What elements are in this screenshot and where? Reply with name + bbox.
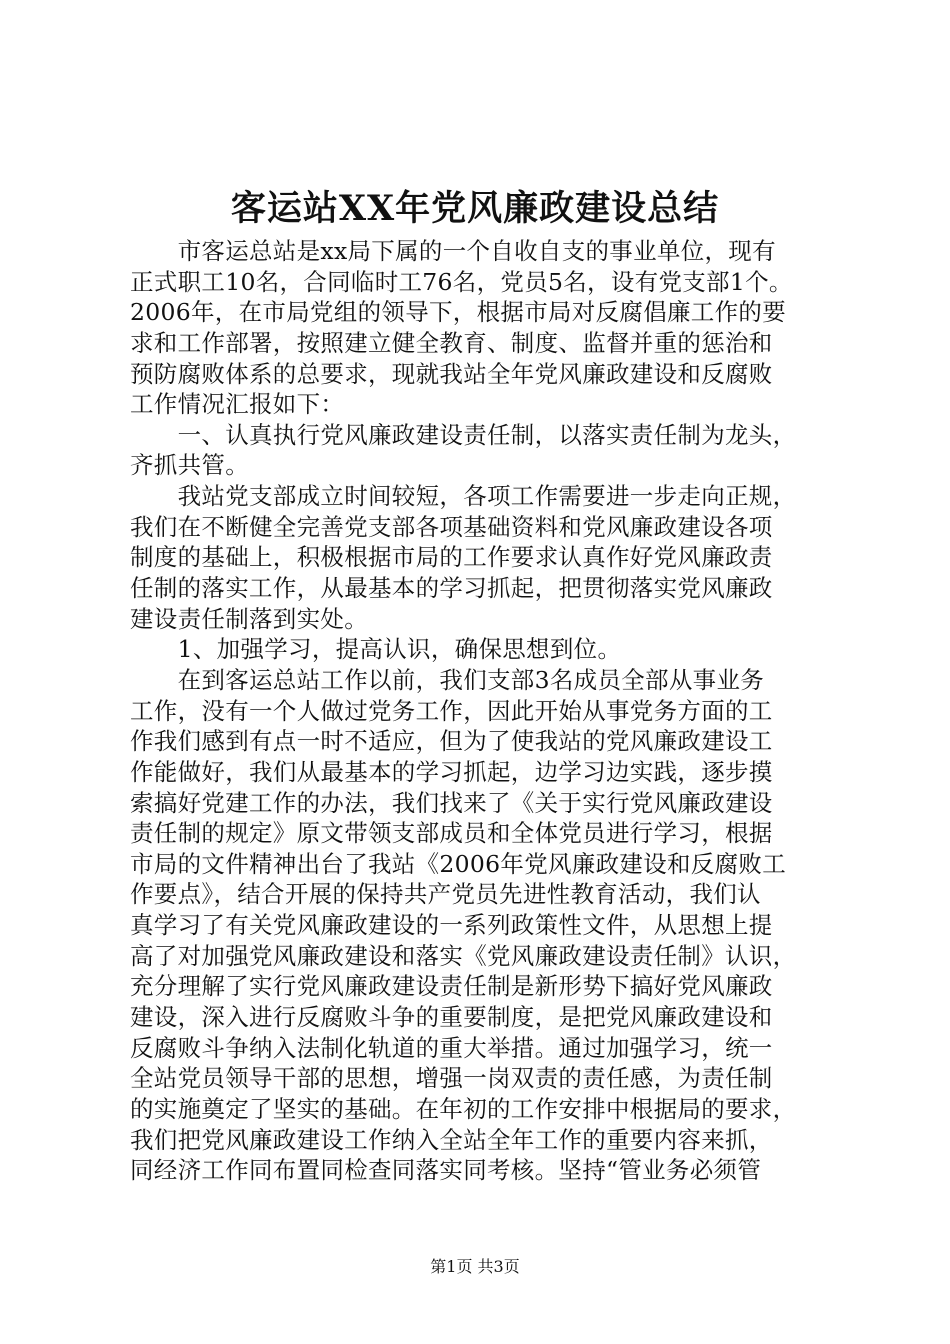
text-line: 齐抓共管。 (130, 451, 249, 480)
document-body (130, 236, 860, 1186)
text-line: 市局的文件精神出台了我站《2006年党风廉政建设和反腐败工 (130, 849, 787, 878)
text-line: 真学习了有关党风廉政建设的一系列政策性文件，从思想上提 (130, 911, 773, 940)
text-line: 反腐败斗争纳入法制化轨道的重大举措。通过加强学习，统一 (130, 1033, 773, 1062)
text-line: 正式职工10名，合同临时工76名，党员5名，设有党支部1个。 (130, 267, 793, 296)
text-line: 制度的基础上，积极根据市局的工作要求认真作好党风廉政责 (130, 543, 773, 572)
text-line: 求和工作部署，按照建立健全教育、制度、监督并重的惩治和 (130, 328, 773, 357)
text-line: 工作，没有一个人做过党务工作，因此开始从事党务方面的工 (130, 696, 773, 725)
text-line: 索搞好党建工作的办法，我们找来了《关于实行党风廉政建设 (130, 788, 773, 817)
text-line: 我站党支部成立时间较短，各项工作需要进一步走向正规， (130, 482, 797, 511)
text-line: 作我们感到有点一时不适应，但为了使我站的党风廉政建设工 (130, 727, 773, 756)
text-line: 我们把党风廉政建设工作纳入全站全年工作的重要内容来抓， (130, 1125, 773, 1154)
text-line: 在到客运总站工作以前，我们支部3名成员全部从事业务 (130, 665, 765, 694)
text-line: 充分理解了实行党风廉政建设责任制是新形势下搞好党风廉政 (130, 972, 773, 1001)
text-line: 1、加强学习，提高认识，确保思想到位。 (130, 635, 622, 664)
text-line: 任制的落实工作，从最基本的学习抓起，把贯彻落实党风廉政 (130, 574, 773, 603)
document-title: 客运站XX年党风廉政建设总结 (230, 188, 720, 229)
text-line: 建设责任制落到实处。 (130, 604, 368, 633)
text-line: 的实施奠定了坚实的基础。在年初的工作安排中根据局的要求， (130, 1094, 797, 1123)
text-line: 作要点》，结合开展的保持共产党员先进性教育活动，我们认 (130, 880, 761, 909)
text-line: 2006年，在市局党组的领导下，根据市局对反腐倡廉工作的要 (130, 298, 787, 327)
text-line: 责任制的规定》原文带领支部成员和全体党员进行学习，根据 (130, 819, 773, 848)
text-line: 高了对加强党风廉政建设和落实《党风廉政建设责任制》认识， (130, 941, 797, 970)
text-line: 预防腐败体系的总要求，现就我站全年党风廉政建设和反腐败 (130, 359, 773, 388)
text-line: 一、认真执行党风廉政建设责任制，以落实责任制为龙头， (130, 420, 797, 449)
text-line: 全站党员领导干部的思想，增强一岗双责的责任感，为责任制 (130, 1064, 773, 1093)
text-line: 作能做好，我们从最基本的学习抓起，边学习边实践，逐步摸 (130, 757, 773, 786)
text-line: 我们在不断健全完善党支部各项基础资料和党风廉政建设各项 (130, 512, 773, 541)
page-footer: 第1页 共3页 (430, 1257, 520, 1276)
text-line: 工作情况汇报如下： (130, 390, 345, 419)
text-line: 市客运总站是xx局下属的一个自收自支的事业单位，现有 (130, 237, 776, 265)
text-line: 建设，深入进行反腐败斗争的重要制度，是把党风廉政建设和 (130, 1003, 773, 1032)
text-line: 同经济工作同布置同检查同落实同考核。坚持“管业务必须管 (130, 1156, 762, 1185)
